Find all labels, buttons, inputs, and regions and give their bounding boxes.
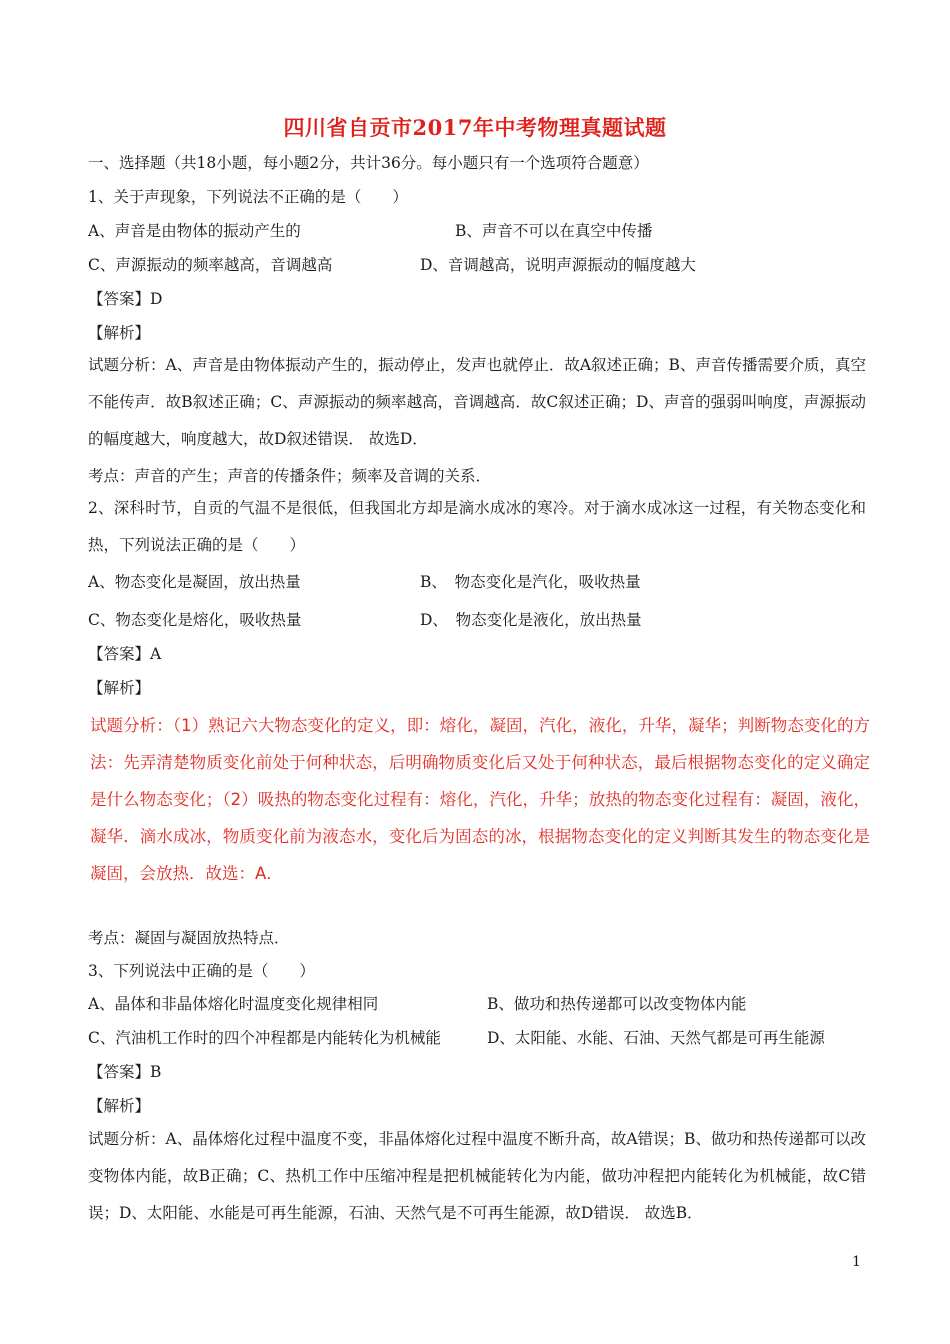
section-heading: 一、选择题（共18小题，每小题2分，共计36分。每小题只有一个选项符合题意）	[88, 154, 649, 172]
q3-stem: 3、下列说法中正确的是（ ）	[88, 962, 315, 980]
q3-answer: 【答案】B	[88, 1063, 162, 1081]
q3-option-a: A、晶体和非晶体熔化时温度变化规律相同	[88, 995, 379, 1013]
q3-analysis: 试题分析：A、晶体熔化过程中温度不变，非晶体熔化过程中温度不断升高，故A错误；B、做功和热传递都可以改变物体内能，故B正确；C、热机工作中压缩冲程是把机械能转化为内能，做功冲程把内能转化为机械能，故C错误；D、太阳能、水能是可再生能源，石油、天然气是不可再生能源，故D错误． 故选B．	[88, 1130, 866, 1222]
q1-stem: 1、关于声现象，下列说法不正确的是（ ）	[88, 188, 408, 206]
q2-answer: 【答案】A	[88, 645, 162, 663]
q1-point: 考点：声音的产生；声音的传播条件；频率及音调的关系．	[88, 467, 492, 485]
q3-option-d: D、太阳能、水能、石油、天然气都是可再生能源	[487, 1029, 825, 1047]
q2-point: 考点：凝固与凝固放热特点．	[88, 929, 290, 947]
q3-option-c: C、汽油机工作时的四个冲程都是内能转化为机械能	[88, 1029, 441, 1047]
q1-option-c: C、声源振动的频率越高，音调越高	[88, 256, 333, 274]
q2-stem: 2、深科时节，自贡的气温不是很低，但我国北方却是滴水成冰的寒冷。对于滴水成冰这一过程，有关物态变化和热，下列说法正确的是（ ）	[88, 499, 866, 554]
q2-analysis: 试题分析：（1）熟记六大物态变化的定义，即：熔化，凝固，汽化，液化，升华，凝华；判断物态变化的方法：先弄清楚物质变化前处于何种状态，后明确物质变化后又处于何种状态，最后根据物态变化的定义确定是什么物态变化；（2）吸热的物态变化过程有：熔化，汽化，升华；放热的物态变化过程有：凝固，液化，凝华．滴水成冰，物质变化前为液态水，变化后为固态的冰，根据物态变化的定义判断其发生的物态变化是凝固，会放热．故选：A．	[90, 716, 870, 883]
q2-option-d: D、 物态变化是液化，放出热量	[420, 611, 642, 629]
q3-option-b: B、做功和热传递都可以改变物体内能	[487, 995, 747, 1013]
q1-option-b: B、声音不可以在真空中传播	[455, 222, 653, 240]
q2-option-b: B、 物态变化是汽化，吸收热量	[420, 573, 641, 591]
q1-option-a: A、声音是由物体的振动产生的	[88, 222, 301, 240]
q2-analysis-label: 【解析】	[88, 679, 151, 697]
q1-analysis: 试题分析：A、声音是由物体振动产生的，振动停止，发声也就停止．故A叙述正确；B、声音传播需要介质，真空不能传声．故B叙述正确；C、声源振动的频率越高，音调越高．故C叙述正确；D、声音的强弱叫响度，声源振动的幅度越大，响度越大，故D叙述错误． 故选D．	[88, 356, 866, 448]
page-number: 1	[852, 1254, 861, 1270]
q3-analysis-label: 【解析】	[88, 1097, 151, 1115]
q2-option-c: C、物态变化是熔化，吸收热量	[88, 611, 302, 629]
page-title: 四川省自贡市2017年中考物理真题试题	[283, 115, 667, 140]
q1-option-d: D、音调越高，说明声源振动的幅度越大	[420, 256, 696, 274]
q2-option-a: A、物态变化是凝固，放出热量	[88, 573, 301, 591]
q1-answer: 【答案】D	[88, 290, 163, 308]
q1-analysis-label: 【解析】	[88, 324, 151, 342]
